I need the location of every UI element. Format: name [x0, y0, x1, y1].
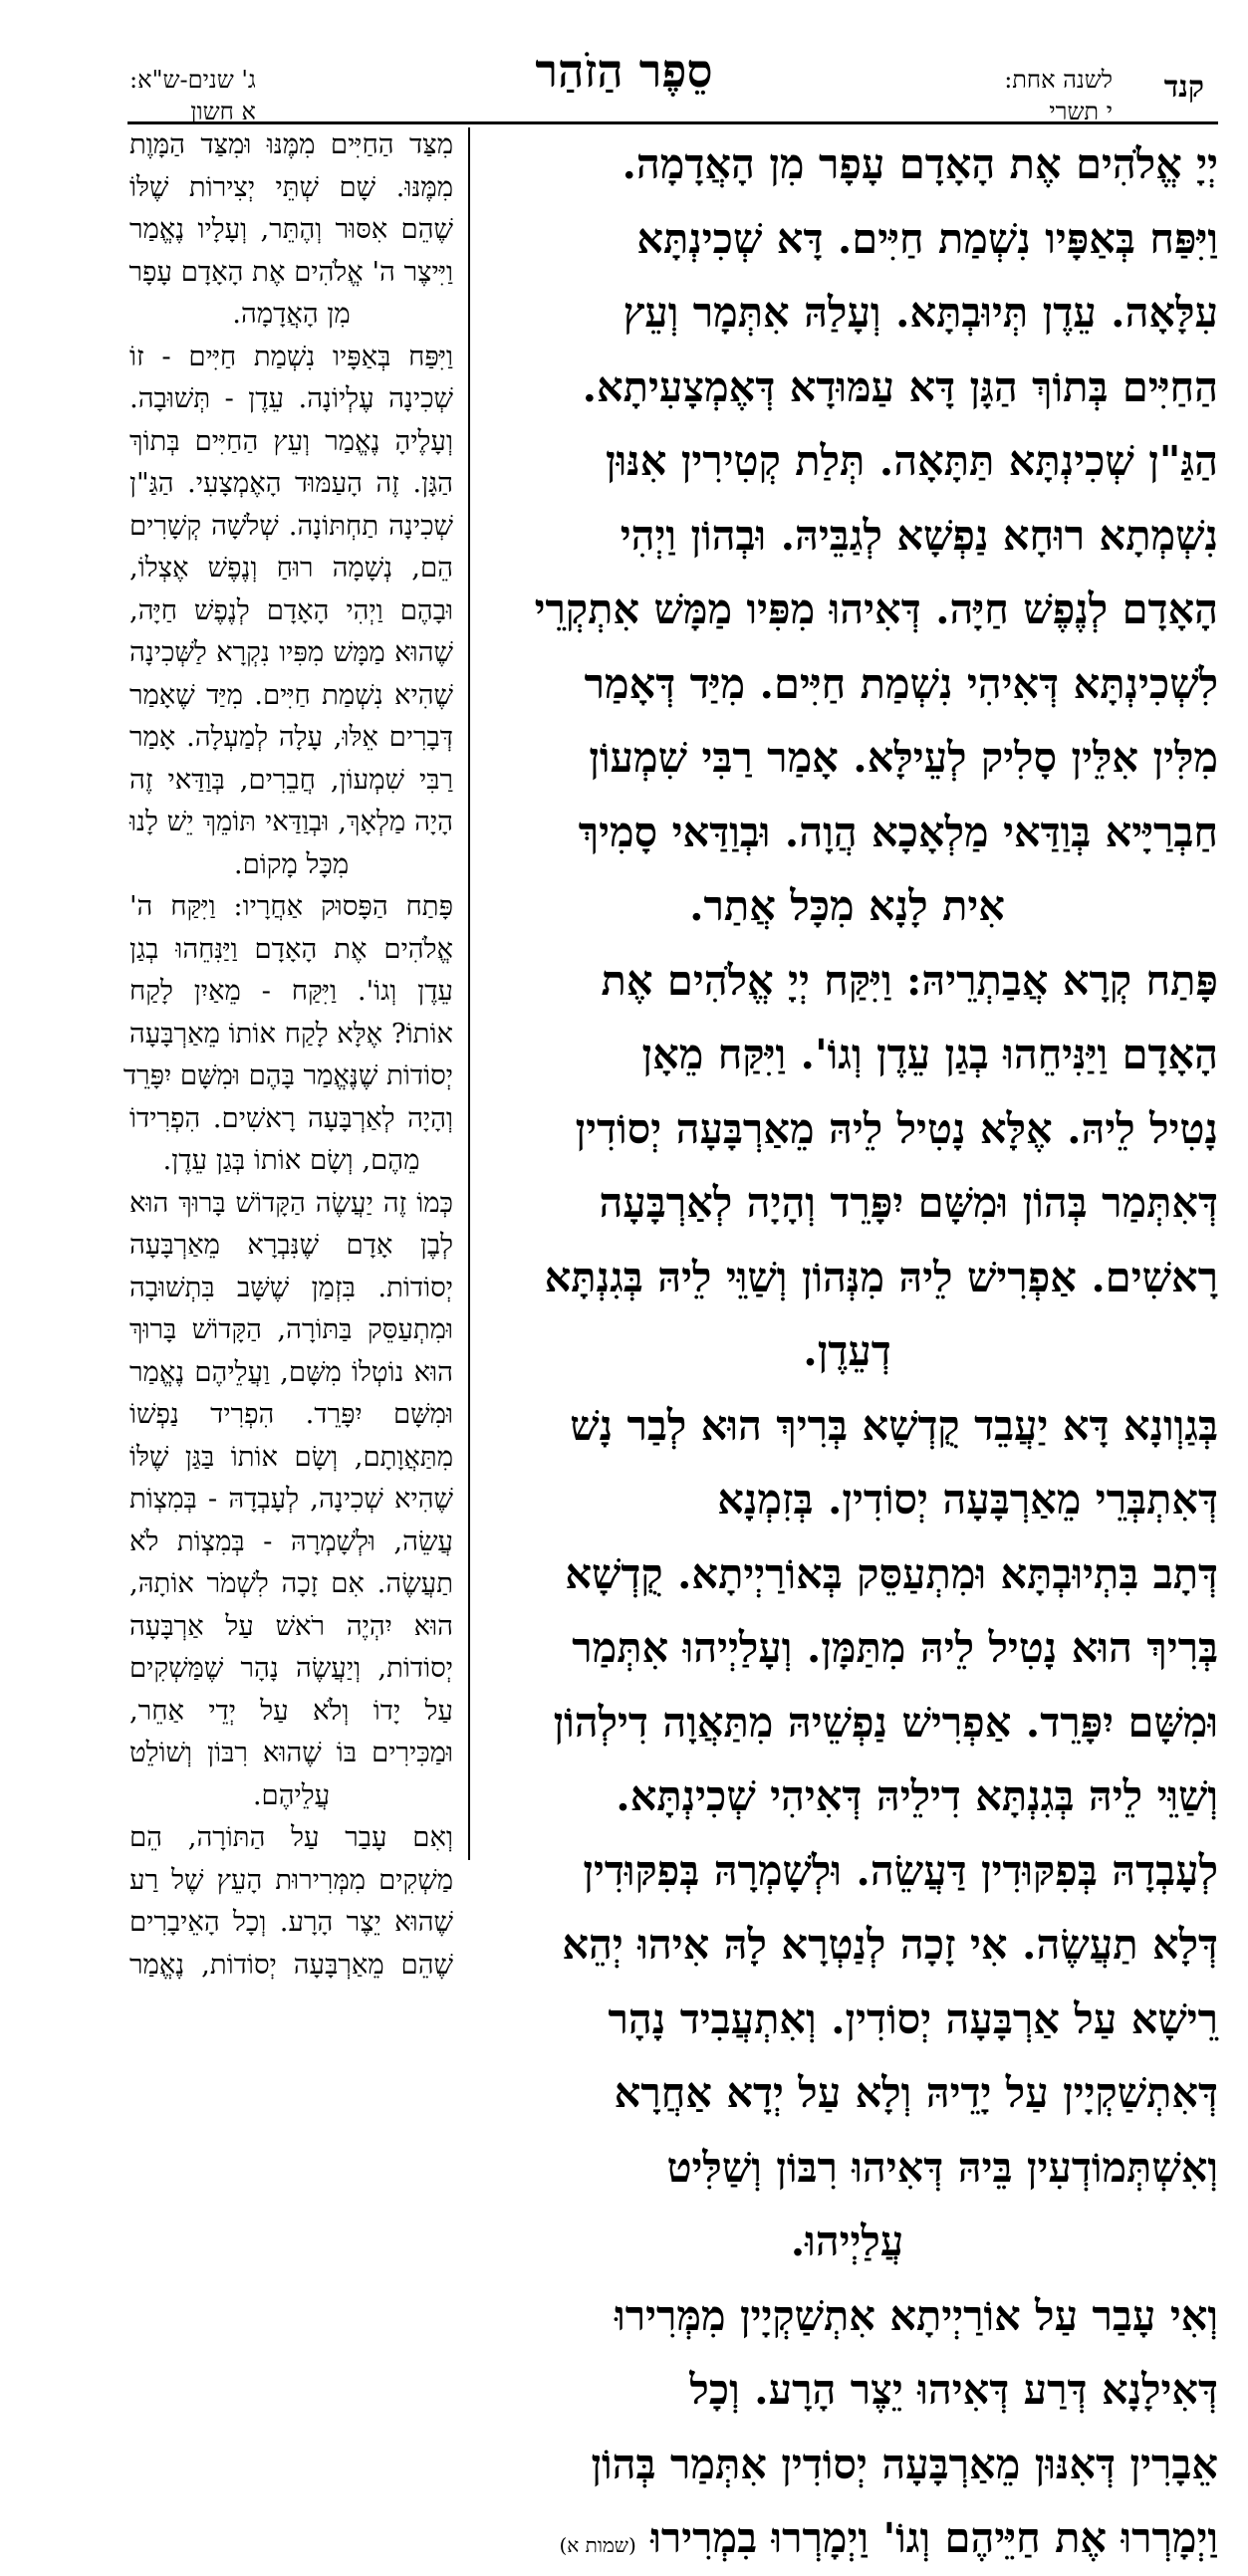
page-number: קנד [1163, 70, 1204, 105]
scripture-reference: (שמות א) [559, 2533, 636, 2557]
main-line: הַחַיִּים בְּתוֹךְ הַגָּן דָּא עַמּוּדָא דְּאֶמְצָעִיתָא. [582, 361, 1218, 411]
side-line: אֱלֹהִים אֶת הָאָדָם וַיַּנִּחֵהוּ בְגַן [129, 932, 453, 965]
main-line: מִלִּין אִלֵּין סָלִיק לְעֵילָּא. אָמַר רַבִּי שִׁמְעוֹן [589, 733, 1218, 782]
side-line: הוּא יִהְיֶה רֹאשׁ עַל אַרְבָּעָה [129, 1609, 453, 1642]
main-line: הָאָדָם וַיַּנִּיחֵהוּ בְגַן עֵדֶן וְגוֹ'. וַיִּקַּח מֵאָן [641, 1030, 1218, 1078]
side-line: עַל יָדוֹ וְלֹא עַל יְדֵי אַחֵר, [129, 1694, 453, 1727]
main-line: יְיָ אֱלֹהִים אֶת הָאָדָם עָפָר מִן הָאֲדָמָה. [622, 139, 1218, 188]
main-line: דְעֵדֶן. [803, 1326, 891, 1375]
header-right-line2: י תשרי [1049, 98, 1113, 125]
side-line: עֵדֶן וְגוֹ'. וַיִּקַּח - מֵאַיִן לָקַח [129, 975, 453, 1007]
side-line: רַבִּי שִׁמְעוֹן, חֲבֵרִים, בְּוַדַּאי זֶה [129, 763, 453, 796]
main-line: הָאָדָם לְנֶפֶשׁ חַיָּה. דְּאִיהוּ מִפִּיו מַמָּשׁ אִתְקְרֵי [534, 585, 1218, 633]
main-line: וַיְמָרְרוּ אֶת חַיֵּיהֶם וְגוֹ' וַיְמָרְרוּ בִמְרִירוּ [650, 2513, 1218, 2562]
side-line: מִצַּד הַחַיִּים מִמֶּנּוּ וּמִצַּד הַמָּוֶת [129, 128, 453, 160]
main-line: דְּאִתְּמַר בְּהוֹן וּמִשָּׁם יִפָּרֵד וְהָיָה לְאַרְבָּעָה [599, 1178, 1218, 1227]
side-line: כְּמוֹ זֶה יַעֲשֶׂה הַקָּדוֹשׁ בָּרוּךְ הוּא [129, 1186, 453, 1219]
main-line: פָּתַח קְרָא אֲבַתְרֵיהּ: וַיִּקַּח יְיָ אֱלֹהִים אֶת [601, 955, 1218, 1005]
side-line: מִן הָאֲדָמָה. [232, 298, 351, 330]
column-divider [468, 127, 470, 1860]
side-line: הֵם, נְשָׁמָה רוּחַ וְנֶפֶשׁ אֶצְלוֹ, [129, 552, 453, 584]
main-line: רָאשִׁים. אַפְרִישׁ לֵיהּ מִנְּהוֹן וְשַׁוֵּי לֵיהּ בְּגִנְתָּא [544, 1252, 1218, 1301]
main-line: דְּלָא תַעֲשֶׂה. אִי זָכָה לְנַטְרָא לָהּ אִיהוּ יְהֵא [562, 1920, 1218, 1969]
side-line: וּמִשָּׁם יִפָּרֵד. הִפְרִיד נַפְשׁוֹ [129, 1398, 453, 1430]
header-left-line2: א חשון [190, 98, 256, 125]
side-line: וּבָהֶם וַיְהִי הָאָדָם לְנֶפֶשׁ חַיָּה, [129, 593, 453, 626]
main-line: לִשְׁכִינְתָּא דְּאִיהִי נִשְׁמַת חַיִּים. מִיַּד דְּאָמַר [584, 658, 1218, 708]
side-line: שֶׁהִיא שְׁכִינָה, לְעָבְדָהּ - בְּמִצְוֹת [129, 1483, 453, 1515]
side-line: וּמַכִּירִים בּוֹ שֶׁהוּא רִבּוֹן וְשׁוֹלֵט [129, 1737, 453, 1768]
side-line: וְאִם עָבַר עַל הַתּוֹרָה, הֵם [129, 1821, 453, 1853]
side-line: עֲלֵיהֶם. [252, 1778, 331, 1811]
side-line: יְסוֹדוֹת, וְיַעֲשֶׂה נָהָר שֶׁמַּשְׁקִים [129, 1652, 453, 1684]
main-line: חַבְרַיָּיא בְּוַדַּאי מַלְאָכָא הֲוָה. וּבְוַדַּאי סָמִיךְ [578, 807, 1218, 856]
main-line: בְּרִיךְ הוּא נָטִיל לֵיהּ מִתַּמָּן. וְעָלַיְיהוּ אִתְּמַר [572, 1623, 1218, 1672]
side-line: יְסוֹדוֹת. בִּזְמַן שֶׁשָּׁב בִּתְשׁוּבָה [129, 1271, 453, 1303]
side-line: שְׁכִינָה תַחְתּוֹנָה. שְׁלֹשָׁה קְשָׁרִים [129, 509, 453, 542]
main-line: נִשְׁמְתָא רוּחָא נַפְשָׁא לְגַבֵּיהּ. וּבְהוֹן וַיְהִי [620, 510, 1218, 560]
side-line: הַגָּן. זֶה הָעַמּוּד הָאֶמְצָעִי. הַגַּ"ן [129, 467, 453, 499]
side-line: תַעֲשֶׂה. אִם זָכָה לִשְׁמֹר אוֹתָהּ, [129, 1567, 453, 1599]
side-line: הוּא נוֹטְלוֹ מִשָּׁם, וַעֲלֵיהֶם נֶאֱמַר [129, 1355, 453, 1388]
main-line: בְּגַוְונָא דָּא יַעֲבֵד קֻדְשָׁא בְּרִיךְ הוּא לְבַר נָשׁ [570, 1400, 1218, 1450]
side-line: וְעָלֶיהָ נֶאֱמַר וְעֵץ הַחַיִּים בְּתוֹךְ [129, 424, 453, 457]
main-line-with-ref [476, 2501, 1218, 2576]
header-left-info [129, 64, 256, 127]
page-header [0, 0, 1248, 125]
side-line: יְסוֹדוֹת שֶׁנֶּאֱמַר בָּהֶם וּמִשָּׁם יִפָּרֵד [123, 1059, 453, 1091]
translation-column [123, 123, 453, 1981]
side-line: וְהָיָה לְאַרְבָּעָה רָאשִׁים. הִפְרִידוֹ [129, 1101, 453, 1134]
header-right-line1: לשנה אחת: [1004, 66, 1113, 94]
side-line: אוֹתוֹ? אֶלָּא לָקַח אוֹתוֹ מֵאַרְבָּעָה [128, 1017, 453, 1050]
side-line: שֶׁהִיא נִשְׁמַת חַיִּים. מִיַּד שֶׁאָמַר [129, 678, 453, 711]
side-line: וּמִתְעַסֵּק בַּתּוֹרָה, הַקָּדוֹשׁ בָּרוּךְ [129, 1313, 453, 1345]
side-line: שֶׁהֵם מֵאַרְבָּעָה יְסוֹדוֹת, נֶאֱמַר [129, 1948, 453, 1981]
main-line: נָטִיל לֵיהּ. אֶלָּא נָטִיל לֵיהּ מֵאַרְבָּעָה יְסוֹדִין [575, 1103, 1218, 1153]
main-line: וַיִּפַּח בְּאַפָּיו נִשְׁמַת חַיִּים. דָּא שְׁכִינְתָּא [636, 213, 1218, 263]
side-line: מַשְׁקִים מִמְּרִירוּת הָעֵץ שֶׁל רַע [129, 1863, 453, 1896]
side-line: שֶׁהוּא מַמָּשׁ מִפִּיו נִקְרָא לַשְּׁכִינָה [129, 636, 453, 668]
side-line: פָּתַח הַפָּסוּק אַחֲרָיו: וַיִּקַּח ה' [129, 890, 453, 922]
main-line: רֵישָׁא עַל אַרְבָּעָה יְסוֹדִין. וְאִתְעֲבִיד נָהָר [608, 1993, 1218, 2043]
main-line: אִית לָנָא מִכָּל אֲתַר. [689, 881, 1005, 930]
main-line: דְּאִתְבְּרֵי מֵאַרְבָּעָה יְסוֹדִין. בְּזִמְנָא [717, 1475, 1218, 1523]
side-line: שְׁכִינָה עֶלְיוֹנָה. עֵדֶן - תְּשׁוּבָה. [129, 382, 453, 414]
side-line: מִתַּאֲוָתָם, וְשָׂם אוֹתוֹ בַּגַּן שֶׁלּוֹ [129, 1440, 453, 1473]
main-line: וְאִי עָבַר עַל אוֹרַיְיתָא אִתְשַׁקְיָין מִמְּרִירוּ [615, 2290, 1218, 2340]
main-line: וְאִשְׁתְּמוֹדְעִין בֵּיהּ דְּאִיהוּ רִבּוֹן וְשַׁלִּיט [666, 2142, 1218, 2192]
main-line: וּמִשָּׁם יִפָּרֵד. אַפְרִישׁ נַפְשֵׁיהּ מִתַּאֲוָה דִילְהוֹן [553, 1697, 1218, 1747]
side-line: לְבֶן אָדָם שֶׁנִּבְרָא מֵאַרְבָּעָה [129, 1229, 453, 1261]
header-left-line1: ג' שנים-ש"א: [129, 66, 256, 94]
side-line: הָיָה מַלְאָךְ, וּבְוַדַּאי תּוֹמֵךְ יֵשׁ לָנוּ [129, 806, 453, 837]
side-line: מֵהֶם, וְשָׂם אוֹתוֹ בְּגַן עֵדֶן. [162, 1144, 420, 1176]
main-line: הַגַּ"ן שְׁכִינְתָּא תַּתָּאָה. תְּלַת קְטִירִין אִנּוּן [606, 436, 1218, 485]
side-line: וַיִּפַּח בְּאַפָּיו נִשְׁמַת חַיִּים - זוֹ [129, 340, 453, 372]
book-title: סֵפֶר הַזֹהַר [535, 44, 713, 98]
main-line: עֲלַיְיהוּ. [790, 2217, 904, 2265]
side-line: שֶׁהוּא יֵצֶר הָרָע. וְכָל הָאֵיבָרִים [129, 1906, 453, 1938]
side-line: מִכָּל מָקוֹם. [233, 847, 350, 880]
main-line: דְּאִתְשַׁקְיָין עַל יָדֵיהּ וְלָא עַל יְדָא אַחֲרָא [614, 2068, 1218, 2117]
main-line: אֵבָרִין דְּאִנּוּן מֵאַרְבָּעָה יְסוֹדִין אִתְּמַר בְּהוֹן [591, 2439, 1218, 2488]
side-line: עֲשֵׂה, וּלְשָׁמְרָהּ - בְּמִצְוֹת לֹא [129, 1524, 453, 1557]
main-line: דְּאִילָנָא דְּרַע דְּאִיהוּ יֵצֶר הָרָע. וְכָל [689, 2365, 1218, 2414]
side-line: דְּבָרִים אֵלּוּ, עָלָה לְמַעְלָה. אָמַר [129, 721, 453, 753]
main-line: לְעָבְדָהּ בְּפִקּוּדִין דַּעֲשֵׂה. וּלְשָׁמְרָהּ בְּפִקּוּדִין [583, 1845, 1218, 1895]
main-text-column [476, 127, 1218, 2562]
main-line: דְּתָב בִּתְיוּבְתָּא וּמִתְעַסֵּק בְּאוֹרַיְיתָא. קֻדְשָׁא [565, 1548, 1218, 1598]
main-line: עִלָּאָה. עֵדֶן תְּיוּבְתָּא. וְעָלַהּ אִתְּמָר וְעֵץ [623, 288, 1218, 337]
main-line: וְשַׁוֵּי לֵיהּ בְּגִנְתָּא דִילֵיהּ דְּאִיהִי שְׁכִינְתָּא. [616, 1771, 1218, 1820]
side-line: שֶׁהֵם אִסּוּר וְהֶתֵּר, וְעָלָיו נֶאֱמַר [129, 213, 453, 245]
side-line: מִמֶּנּוּ. שָׁם שְׁתֵּי יְצִירוֹת שֶׁלּוֹ [129, 170, 453, 203]
side-line: וַיִּיצֶר ה' אֱלֹהִים אֶת הָאָדָם עָפָר [128, 255, 453, 288]
